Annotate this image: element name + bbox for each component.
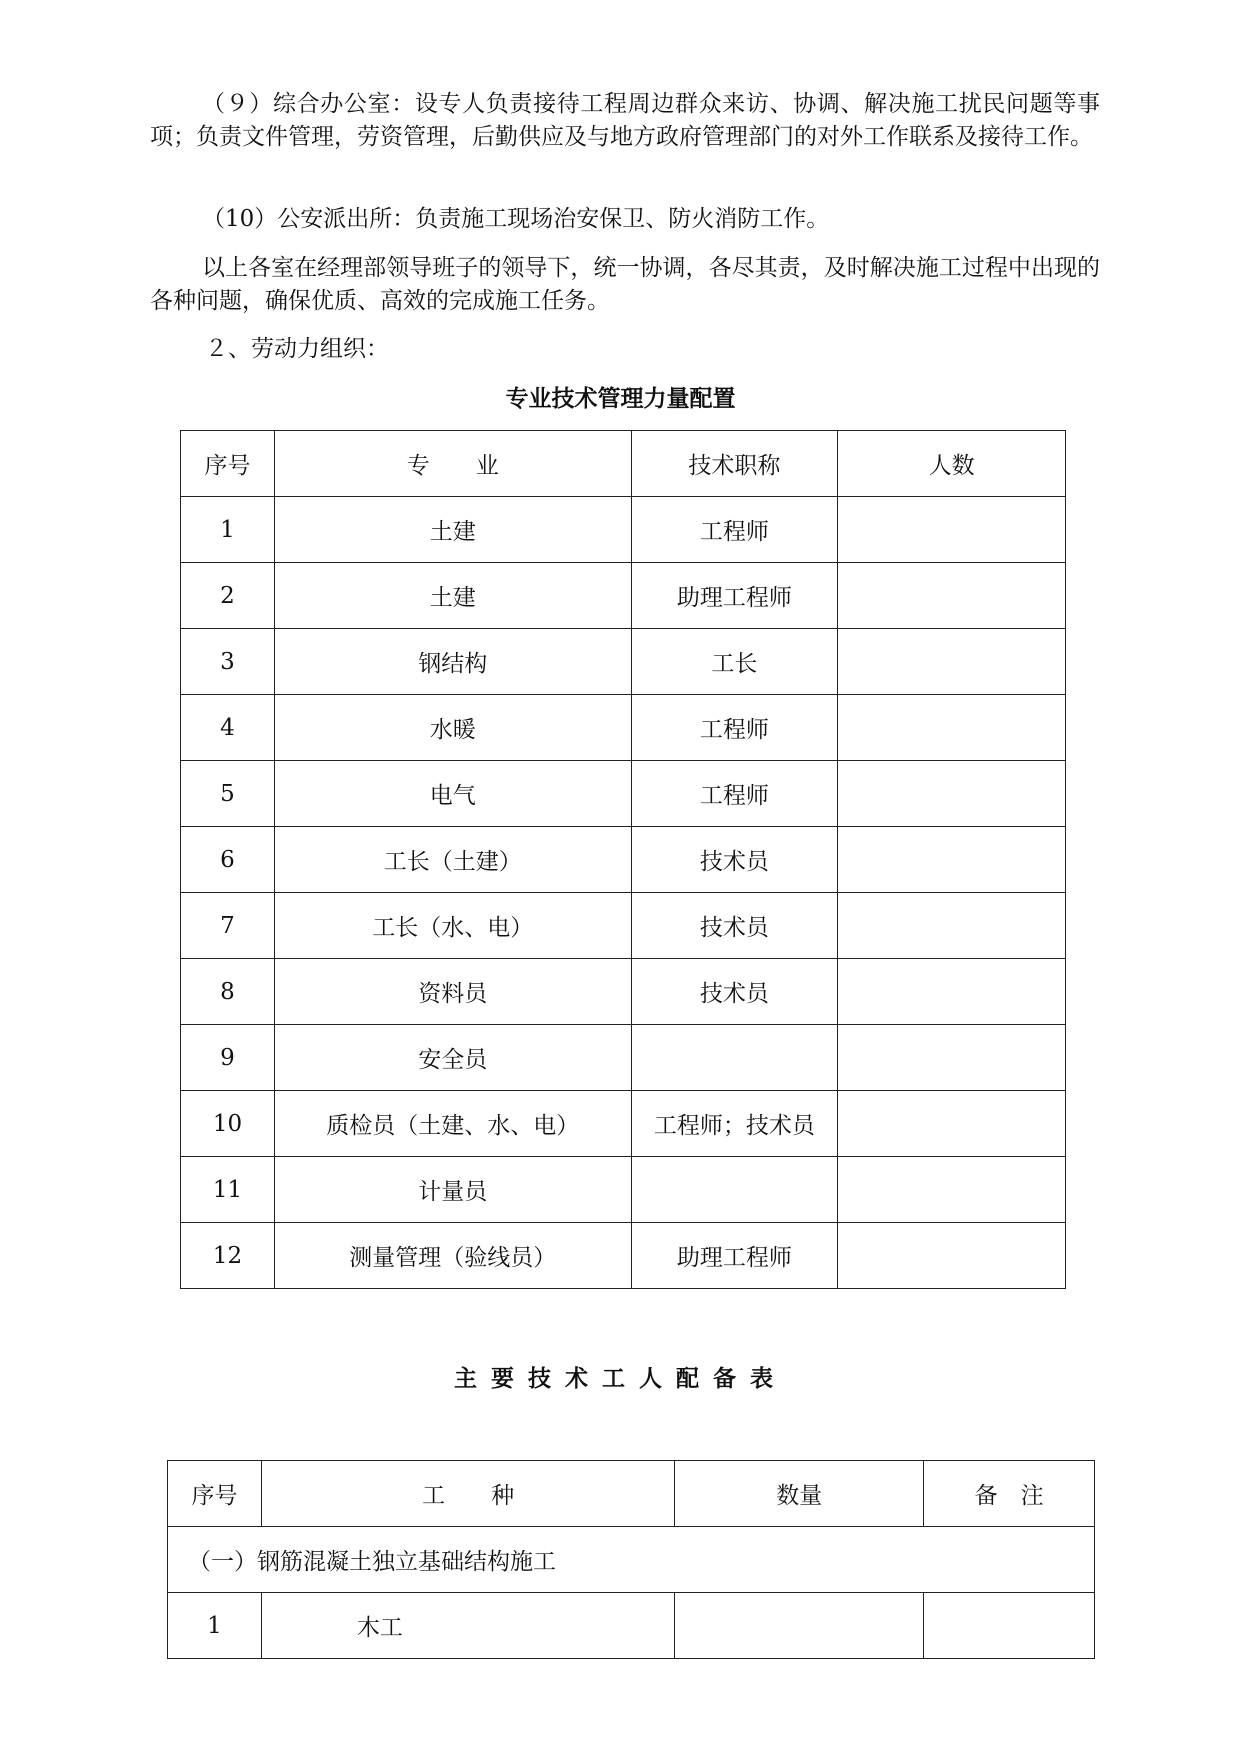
- paragraph-labor-heading: ２、劳动力组织：: [205, 336, 389, 362]
- cell: 4: [181, 695, 275, 761]
- cell: [838, 959, 1066, 1025]
- cell: 工长（水、电）: [274, 893, 631, 959]
- cell: 8: [181, 959, 275, 1025]
- table-row: [181, 695, 1066, 761]
- table-technical-staff: [180, 430, 1066, 1289]
- cell: 工长（土建）: [274, 827, 631, 893]
- table1-title: 专业技术管理力量配置: [505, 385, 736, 412]
- cell: [838, 497, 1066, 563]
- paragraph-office: （９）综合办公室：设专人负责接待工程周边群众来访、协调、解决施工扰民问题等事项；负责文件管理，劳资管理，后勤供应及与地方政府管理部门的对外工作联系及接待工作。: [150, 91, 1100, 150]
- paragraph-summary: 以上各室在经理部领导班子的领导下，统一协调，各尽其责，及时解决施工过程中出现的各种问题，确保优质、高效的完成施工任务。: [150, 255, 1100, 314]
- table-row: [168, 1593, 1095, 1659]
- cell: [838, 827, 1066, 893]
- cell: 质检员（土建、水、电）: [274, 1091, 631, 1157]
- cell: 助理工程师: [631, 1223, 838, 1289]
- cell: 12: [181, 1223, 275, 1289]
- section-cell: （一）钢筋混凝土独立基础结构施工: [168, 1527, 1095, 1593]
- cell: 1: [181, 497, 275, 563]
- cell: 电气: [274, 761, 631, 827]
- cell: [838, 1223, 1066, 1289]
- table-section-row: [168, 1527, 1095, 1593]
- header-cell: 人数: [838, 431, 1066, 497]
- table-row: [181, 1025, 1066, 1091]
- cell: 资料员: [274, 959, 631, 1025]
- cell: 11: [181, 1157, 275, 1223]
- cell: [838, 1025, 1066, 1091]
- cell: 技术员: [631, 959, 838, 1025]
- cell: 测量管理（验线员）: [274, 1223, 631, 1289]
- cell: 6: [181, 827, 275, 893]
- header-cell: 数量: [675, 1461, 924, 1527]
- cell: 工程师: [631, 497, 838, 563]
- cell: [838, 893, 1066, 959]
- table-row: [181, 629, 1066, 695]
- cell: 工长: [631, 629, 838, 695]
- cell: 计量员: [274, 1157, 631, 1223]
- cell: [675, 1593, 924, 1659]
- table-skilled-workers: [167, 1460, 1095, 1659]
- header-cell: 序号: [168, 1461, 262, 1527]
- cell: 技术员: [631, 827, 838, 893]
- header-cell: 序号: [181, 431, 275, 497]
- table-row: [181, 761, 1066, 827]
- table-row: [181, 1157, 1066, 1223]
- header-cell: 备 注: [924, 1461, 1095, 1527]
- cell: [838, 1157, 1066, 1223]
- cell: [631, 1157, 838, 1223]
- cell: 3: [181, 629, 275, 695]
- cell: 1: [168, 1593, 262, 1659]
- cell: 土建: [274, 563, 631, 629]
- header-cell: 技术职称: [631, 431, 838, 497]
- header-cell: 专 业: [274, 431, 631, 497]
- table-row: [181, 563, 1066, 629]
- cell: 2: [181, 563, 275, 629]
- cell: 工程师: [631, 761, 838, 827]
- table-row: [181, 1223, 1066, 1289]
- cell: [838, 761, 1066, 827]
- cell: 水暖: [274, 695, 631, 761]
- cell: 工程师: [631, 695, 838, 761]
- cell: [924, 1593, 1095, 1659]
- cell: 技术员: [631, 893, 838, 959]
- cell: [838, 695, 1066, 761]
- cell: 木工: [261, 1593, 675, 1659]
- table-row: [181, 959, 1066, 1025]
- header-cell: 工 种: [261, 1461, 675, 1527]
- table-row: [181, 1091, 1066, 1157]
- cell: [631, 1025, 838, 1091]
- paragraph-police: （10）公安派出所：负责施工现场治安保卫、防火消防工作。: [202, 206, 830, 232]
- cell: [838, 1091, 1066, 1157]
- cell: 工程师；技术员: [631, 1091, 838, 1157]
- cell: 助理工程师: [631, 563, 838, 629]
- cell: [838, 563, 1066, 629]
- table-row: [181, 497, 1066, 563]
- table-row: [181, 893, 1066, 959]
- table-header-row: [168, 1461, 1095, 1527]
- cell: 土建: [274, 497, 631, 563]
- cell: 安全员: [274, 1025, 631, 1091]
- cell: 5: [181, 761, 275, 827]
- cell: 9: [181, 1025, 275, 1091]
- table-row: [181, 827, 1066, 893]
- table2-title: 主要技术工人配备表: [454, 1365, 787, 1392]
- cell: 7: [181, 893, 275, 959]
- cell: 10: [181, 1091, 275, 1157]
- cell: 钢结构: [274, 629, 631, 695]
- table-header-row: [181, 431, 1066, 497]
- cell: [838, 629, 1066, 695]
